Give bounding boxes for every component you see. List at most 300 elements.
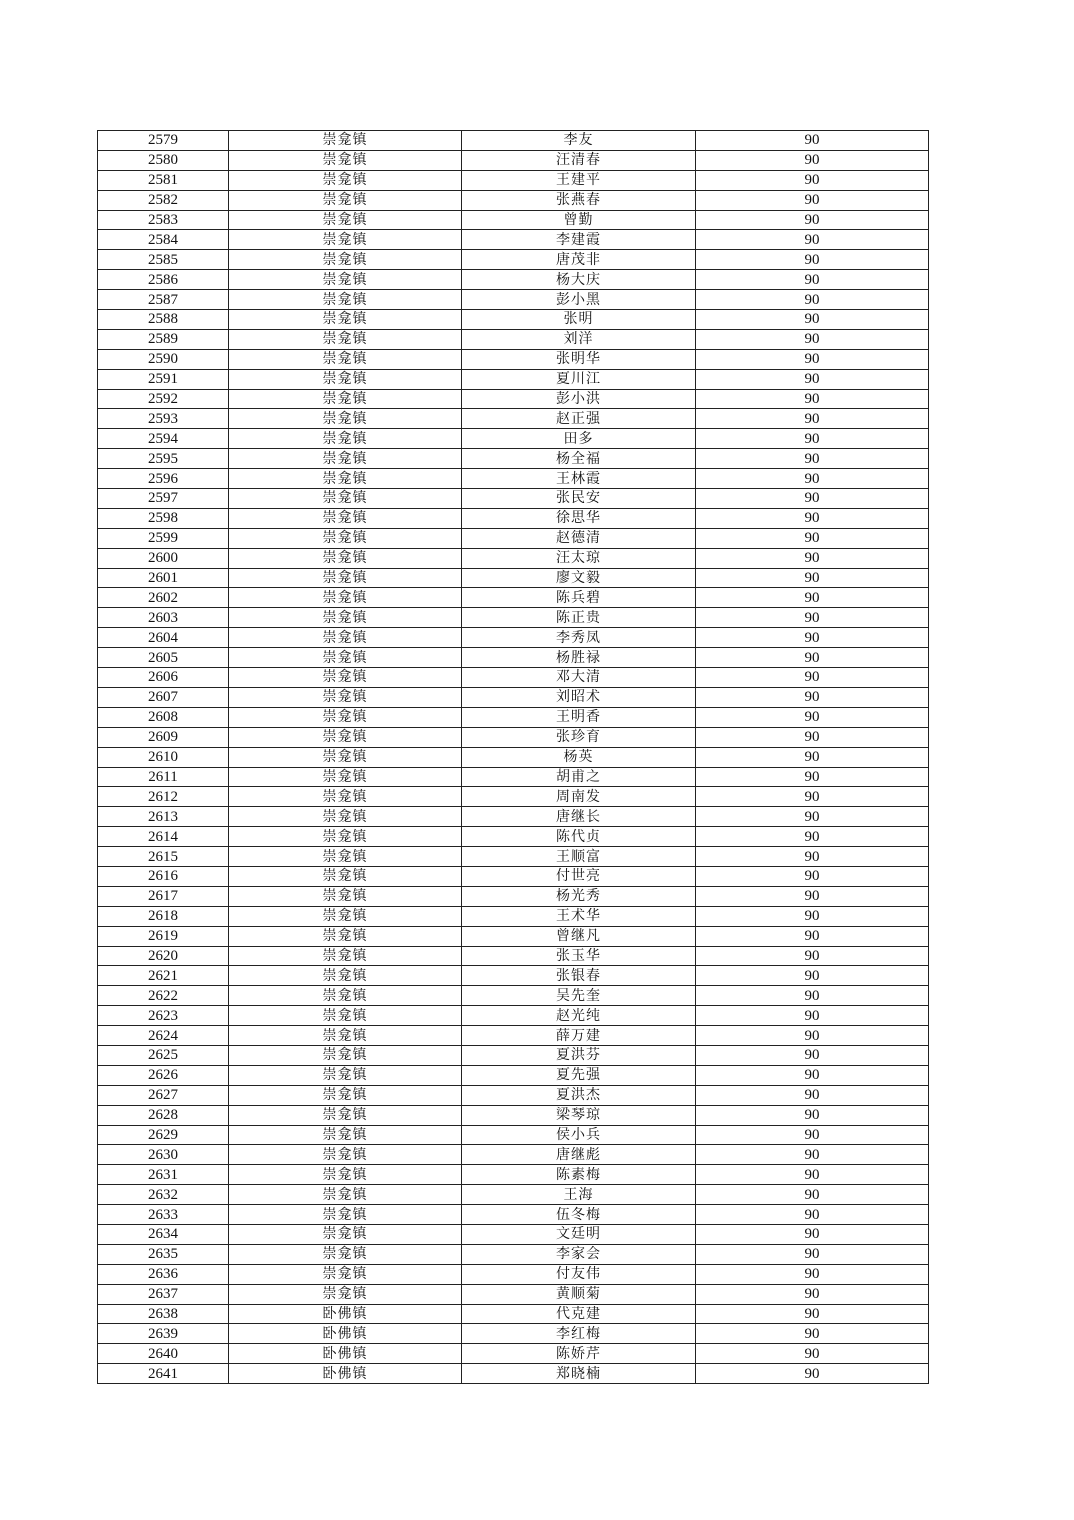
score-cell: 90	[696, 946, 929, 966]
town-cell: 崇龛镇	[229, 190, 462, 210]
table-row	[98, 1324, 929, 1344]
table-row	[98, 827, 929, 847]
name-cell: 侯小兵	[462, 1125, 696, 1145]
row-number-cell: 2623	[98, 1006, 229, 1026]
table-row	[98, 866, 929, 886]
score-cell: 90	[696, 250, 929, 270]
table-row	[98, 588, 929, 608]
name-cell: 梁琴琼	[462, 1105, 696, 1125]
table-row	[98, 1165, 929, 1185]
table-row	[98, 489, 929, 509]
table-row	[98, 1185, 929, 1205]
name-cell: 王术华	[462, 906, 696, 926]
table-row	[98, 568, 929, 588]
score-cell: 90	[696, 429, 929, 449]
row-number-cell: 2588	[98, 310, 229, 330]
row-number-cell: 2629	[98, 1125, 229, 1145]
table-row	[98, 429, 929, 449]
name-cell: 田多	[462, 429, 696, 449]
name-cell: 薛万建	[462, 1026, 696, 1046]
row-number-cell: 2607	[98, 687, 229, 707]
name-cell: 陈正贵	[462, 608, 696, 628]
name-cell: 付世亮	[462, 866, 696, 886]
score-cell: 90	[696, 1085, 929, 1105]
name-cell: 徐思华	[462, 508, 696, 528]
town-cell: 崇龛镇	[229, 906, 462, 926]
town-cell: 卧佛镇	[229, 1364, 462, 1384]
town-cell: 崇龛镇	[229, 1045, 462, 1065]
score-cell: 90	[696, 1264, 929, 1284]
row-number-cell: 2615	[98, 847, 229, 867]
table-row	[98, 250, 929, 270]
town-cell: 崇龛镇	[229, 727, 462, 747]
row-number-cell: 2608	[98, 707, 229, 727]
row-number-cell: 2609	[98, 727, 229, 747]
row-number-cell: 2628	[98, 1105, 229, 1125]
row-number-cell: 2633	[98, 1205, 229, 1225]
table-row	[98, 409, 929, 429]
score-cell: 90	[696, 449, 929, 469]
table-row	[98, 1105, 929, 1125]
score-cell: 90	[696, 329, 929, 349]
table-row	[98, 469, 929, 489]
row-number-cell: 2631	[98, 1165, 229, 1185]
name-cell: 赵正强	[462, 409, 696, 429]
table-row	[98, 747, 929, 767]
name-cell: 刘洋	[462, 329, 696, 349]
row-number-cell: 2622	[98, 986, 229, 1006]
table-row	[98, 847, 929, 867]
name-cell: 陈娇芹	[462, 1344, 696, 1364]
score-cell: 90	[696, 508, 929, 528]
table-row	[98, 1065, 929, 1085]
score-cell: 90	[696, 1145, 929, 1165]
table-row	[98, 1224, 929, 1244]
row-number-cell: 2600	[98, 548, 229, 568]
town-cell: 崇龛镇	[229, 1165, 462, 1185]
score-cell: 90	[696, 1165, 929, 1185]
score-cell: 90	[696, 1304, 929, 1324]
row-number-cell: 2596	[98, 469, 229, 489]
score-cell: 90	[696, 1006, 929, 1026]
data-table	[97, 130, 929, 1384]
table-row	[98, 1304, 929, 1324]
name-cell: 王顺富	[462, 847, 696, 867]
score-cell: 90	[696, 807, 929, 827]
row-number-cell: 2602	[98, 588, 229, 608]
score-cell: 90	[696, 847, 929, 867]
name-cell: 伍冬梅	[462, 1205, 696, 1225]
score-cell: 90	[696, 1324, 929, 1344]
row-number-cell: 2584	[98, 230, 229, 250]
table-row	[98, 389, 929, 409]
row-number-cell: 2592	[98, 389, 229, 409]
town-cell: 崇龛镇	[229, 409, 462, 429]
row-number-cell: 2591	[98, 369, 229, 389]
score-cell: 90	[696, 1364, 929, 1384]
score-cell: 90	[696, 548, 929, 568]
table-row	[98, 707, 929, 727]
table-row	[98, 1264, 929, 1284]
score-cell: 90	[696, 707, 929, 727]
row-number-cell: 2612	[98, 787, 229, 807]
row-number-cell: 2580	[98, 150, 229, 170]
town-cell: 崇龛镇	[229, 1105, 462, 1125]
town-cell: 崇龛镇	[229, 150, 462, 170]
row-number-cell: 2593	[98, 409, 229, 429]
town-cell: 崇龛镇	[229, 986, 462, 1006]
name-cell: 陈代贞	[462, 827, 696, 847]
row-number-cell: 2626	[98, 1065, 229, 1085]
row-number-cell: 2581	[98, 170, 229, 190]
table-row	[98, 966, 929, 986]
score-cell: 90	[696, 190, 929, 210]
row-number-cell: 2635	[98, 1244, 229, 1264]
table-row	[98, 886, 929, 906]
score-cell: 90	[696, 1105, 929, 1125]
row-number-cell: 2636	[98, 1264, 229, 1284]
table-row	[98, 787, 929, 807]
row-number-cell: 2606	[98, 668, 229, 688]
table-row	[98, 329, 929, 349]
town-cell: 卧佛镇	[229, 1344, 462, 1364]
name-cell: 夏川江	[462, 369, 696, 389]
table-row	[98, 230, 929, 250]
score-cell: 90	[696, 1185, 929, 1205]
town-cell: 崇龛镇	[229, 310, 462, 330]
table-row	[98, 1205, 929, 1225]
score-cell: 90	[696, 131, 929, 151]
name-cell: 杨胜禄	[462, 648, 696, 668]
score-cell: 90	[696, 150, 929, 170]
score-cell: 90	[696, 210, 929, 230]
table-row	[98, 131, 929, 151]
town-cell: 崇龛镇	[229, 787, 462, 807]
name-cell: 王建平	[462, 170, 696, 190]
town-cell: 崇龛镇	[229, 1224, 462, 1244]
name-cell: 张民安	[462, 489, 696, 509]
town-cell: 崇龛镇	[229, 1205, 462, 1225]
row-number-cell: 2601	[98, 568, 229, 588]
town-cell: 崇龛镇	[229, 1264, 462, 1284]
table-row	[98, 290, 929, 310]
row-number-cell: 2632	[98, 1185, 229, 1205]
name-cell: 张玉华	[462, 946, 696, 966]
name-cell: 王明香	[462, 707, 696, 727]
row-number-cell: 2599	[98, 528, 229, 548]
table-row	[98, 270, 929, 290]
row-number-cell: 2594	[98, 429, 229, 449]
table-row	[98, 727, 929, 747]
name-cell: 廖文毅	[462, 568, 696, 588]
row-number-cell: 2617	[98, 886, 229, 906]
score-cell: 90	[696, 290, 929, 310]
name-cell: 唐继彪	[462, 1145, 696, 1165]
table-row	[98, 668, 929, 688]
score-cell: 90	[696, 588, 929, 608]
name-cell: 陈兵碧	[462, 588, 696, 608]
name-cell: 汪太琼	[462, 548, 696, 568]
score-cell: 90	[696, 389, 929, 409]
town-cell: 崇龛镇	[229, 230, 462, 250]
score-cell: 90	[696, 409, 929, 429]
row-number-cell: 2624	[98, 1026, 229, 1046]
row-number-cell: 2595	[98, 449, 229, 469]
town-cell: 崇龛镇	[229, 489, 462, 509]
town-cell: 崇龛镇	[229, 827, 462, 847]
score-cell: 90	[696, 767, 929, 787]
table-row	[98, 1045, 929, 1065]
row-number-cell: 2598	[98, 508, 229, 528]
table-row	[98, 1244, 929, 1264]
name-cell: 夏洪杰	[462, 1085, 696, 1105]
score-cell: 90	[696, 170, 929, 190]
name-cell: 吴先奎	[462, 986, 696, 1006]
table-row	[98, 807, 929, 827]
name-cell: 刘昭术	[462, 687, 696, 707]
town-cell: 崇龛镇	[229, 329, 462, 349]
town-cell: 崇龛镇	[229, 528, 462, 548]
town-cell: 崇龛镇	[229, 588, 462, 608]
name-cell: 张燕春	[462, 190, 696, 210]
row-number-cell: 2585	[98, 250, 229, 270]
name-cell: 李建霞	[462, 230, 696, 250]
name-cell: 赵光纯	[462, 1006, 696, 1026]
table-row	[98, 628, 929, 648]
town-cell: 崇龛镇	[229, 170, 462, 190]
score-cell: 90	[696, 966, 929, 986]
score-cell: 90	[696, 568, 929, 588]
score-cell: 90	[696, 1205, 929, 1225]
name-cell: 杨光秀	[462, 886, 696, 906]
score-cell: 90	[696, 1026, 929, 1046]
score-cell: 90	[696, 1065, 929, 1085]
score-cell: 90	[696, 489, 929, 509]
row-number-cell: 2610	[98, 747, 229, 767]
table-row	[98, 608, 929, 628]
town-cell: 崇龛镇	[229, 1026, 462, 1046]
row-number-cell: 2638	[98, 1304, 229, 1324]
table-row	[98, 1026, 929, 1046]
score-cell: 90	[696, 628, 929, 648]
table-row	[98, 648, 929, 668]
town-cell: 崇龛镇	[229, 747, 462, 767]
name-cell: 张明华	[462, 349, 696, 369]
table-row	[98, 926, 929, 946]
row-number-cell: 2634	[98, 1224, 229, 1244]
town-cell: 崇龛镇	[229, 1145, 462, 1165]
name-cell: 黄顺菊	[462, 1284, 696, 1304]
table-row	[98, 349, 929, 369]
row-number-cell: 2625	[98, 1045, 229, 1065]
table-row	[98, 1364, 929, 1384]
name-cell: 张珍育	[462, 727, 696, 747]
score-cell: 90	[696, 1125, 929, 1145]
row-number-cell: 2621	[98, 966, 229, 986]
name-cell: 胡甫之	[462, 767, 696, 787]
name-cell: 周南发	[462, 787, 696, 807]
row-number-cell: 2589	[98, 329, 229, 349]
town-cell: 崇龛镇	[229, 866, 462, 886]
name-cell: 李家会	[462, 1244, 696, 1264]
table-row	[98, 449, 929, 469]
name-cell: 邓大清	[462, 668, 696, 688]
town-cell: 崇龛镇	[229, 807, 462, 827]
score-cell: 90	[696, 787, 929, 807]
row-number-cell: 2582	[98, 190, 229, 210]
town-cell: 卧佛镇	[229, 1304, 462, 1324]
score-cell: 90	[696, 349, 929, 369]
table-row	[98, 986, 929, 1006]
row-number-cell: 2618	[98, 906, 229, 926]
score-cell: 90	[696, 1224, 929, 1244]
score-cell: 90	[696, 906, 929, 926]
row-number-cell: 2613	[98, 807, 229, 827]
town-cell: 崇龛镇	[229, 687, 462, 707]
table-row	[98, 190, 929, 210]
row-number-cell: 2579	[98, 131, 229, 151]
name-cell: 赵德清	[462, 528, 696, 548]
table-row	[98, 210, 929, 230]
row-number-cell: 2627	[98, 1085, 229, 1105]
table-row	[98, 687, 929, 707]
row-number-cell: 2637	[98, 1284, 229, 1304]
town-cell: 崇龛镇	[229, 389, 462, 409]
town-cell: 崇龛镇	[229, 1244, 462, 1264]
town-cell: 崇龛镇	[229, 767, 462, 787]
town-cell: 崇龛镇	[229, 131, 462, 151]
town-cell: 崇龛镇	[229, 449, 462, 469]
row-number-cell: 2616	[98, 866, 229, 886]
town-cell: 崇龛镇	[229, 1185, 462, 1205]
table-row	[98, 767, 929, 787]
row-number-cell: 2590	[98, 349, 229, 369]
name-cell: 唐继长	[462, 807, 696, 827]
town-cell: 崇龛镇	[229, 1125, 462, 1145]
row-number-cell: 2630	[98, 1145, 229, 1165]
name-cell: 陈素梅	[462, 1165, 696, 1185]
name-cell: 文廷明	[462, 1224, 696, 1244]
name-cell: 彭小洪	[462, 389, 696, 409]
row-number-cell: 2586	[98, 270, 229, 290]
row-number-cell: 2587	[98, 290, 229, 310]
row-number-cell: 2583	[98, 210, 229, 230]
town-cell: 崇龛镇	[229, 668, 462, 688]
name-cell: 唐茂非	[462, 250, 696, 270]
table-row	[98, 1284, 929, 1304]
town-cell: 崇龛镇	[229, 568, 462, 588]
score-cell: 90	[696, 369, 929, 389]
name-cell: 李友	[462, 131, 696, 151]
town-cell: 崇龛镇	[229, 886, 462, 906]
town-cell: 崇龛镇	[229, 369, 462, 389]
town-cell: 崇龛镇	[229, 429, 462, 449]
name-cell: 曾勤	[462, 210, 696, 230]
score-cell: 90	[696, 310, 929, 330]
name-cell: 彭小黑	[462, 290, 696, 310]
name-cell: 王海	[462, 1185, 696, 1205]
name-cell: 李秀凤	[462, 628, 696, 648]
name-cell: 付友伟	[462, 1264, 696, 1284]
score-cell: 90	[696, 528, 929, 548]
town-cell: 崇龛镇	[229, 270, 462, 290]
score-cell: 90	[696, 986, 929, 1006]
score-cell: 90	[696, 668, 929, 688]
table-row	[98, 369, 929, 389]
town-cell: 崇龛镇	[229, 847, 462, 867]
table-row	[98, 528, 929, 548]
name-cell: 杨大庆	[462, 270, 696, 290]
name-cell: 代克建	[462, 1304, 696, 1324]
score-cell: 90	[696, 1045, 929, 1065]
town-cell: 崇龛镇	[229, 608, 462, 628]
row-number-cell: 2639	[98, 1324, 229, 1344]
score-cell: 90	[696, 747, 929, 767]
town-cell: 崇龛镇	[229, 508, 462, 528]
table-row	[98, 310, 929, 330]
table-body	[98, 131, 929, 1384]
row-number-cell: 2619	[98, 926, 229, 946]
row-number-cell: 2597	[98, 489, 229, 509]
score-cell: 90	[696, 827, 929, 847]
row-number-cell: 2605	[98, 648, 229, 668]
score-cell: 90	[696, 1244, 929, 1264]
row-number-cell: 2604	[98, 628, 229, 648]
table-row	[98, 946, 929, 966]
score-cell: 90	[696, 886, 929, 906]
table-row	[98, 1085, 929, 1105]
score-cell: 90	[696, 469, 929, 489]
score-cell: 90	[696, 687, 929, 707]
name-cell: 杨全福	[462, 449, 696, 469]
score-cell: 90	[696, 866, 929, 886]
town-cell: 崇龛镇	[229, 210, 462, 230]
table-row	[98, 150, 929, 170]
score-cell: 90	[696, 608, 929, 628]
town-cell: 崇龛镇	[229, 1065, 462, 1085]
score-cell: 90	[696, 270, 929, 290]
row-number-cell: 2641	[98, 1364, 229, 1384]
row-number-cell: 2614	[98, 827, 229, 847]
table-row	[98, 508, 929, 528]
town-cell: 崇龛镇	[229, 966, 462, 986]
table-row	[98, 1344, 929, 1364]
table-row	[98, 906, 929, 926]
table-row	[98, 170, 929, 190]
town-cell: 崇龛镇	[229, 290, 462, 310]
name-cell: 张银春	[462, 966, 696, 986]
score-cell: 90	[696, 1344, 929, 1364]
name-cell: 杨英	[462, 747, 696, 767]
score-cell: 90	[696, 648, 929, 668]
score-cell: 90	[696, 1284, 929, 1304]
name-cell: 汪清春	[462, 150, 696, 170]
name-cell: 夏先强	[462, 1065, 696, 1085]
town-cell: 崇龛镇	[229, 548, 462, 568]
name-cell: 王林霞	[462, 469, 696, 489]
name-cell: 郑晓楠	[462, 1364, 696, 1384]
town-cell: 崇龛镇	[229, 648, 462, 668]
town-cell: 卧佛镇	[229, 1324, 462, 1344]
town-cell: 崇龛镇	[229, 1085, 462, 1105]
name-cell: 李红梅	[462, 1324, 696, 1344]
name-cell: 曾继凡	[462, 926, 696, 946]
town-cell: 崇龛镇	[229, 349, 462, 369]
town-cell: 崇龛镇	[229, 946, 462, 966]
name-cell: 张明	[462, 310, 696, 330]
town-cell: 崇龛镇	[229, 707, 462, 727]
table-row	[98, 548, 929, 568]
